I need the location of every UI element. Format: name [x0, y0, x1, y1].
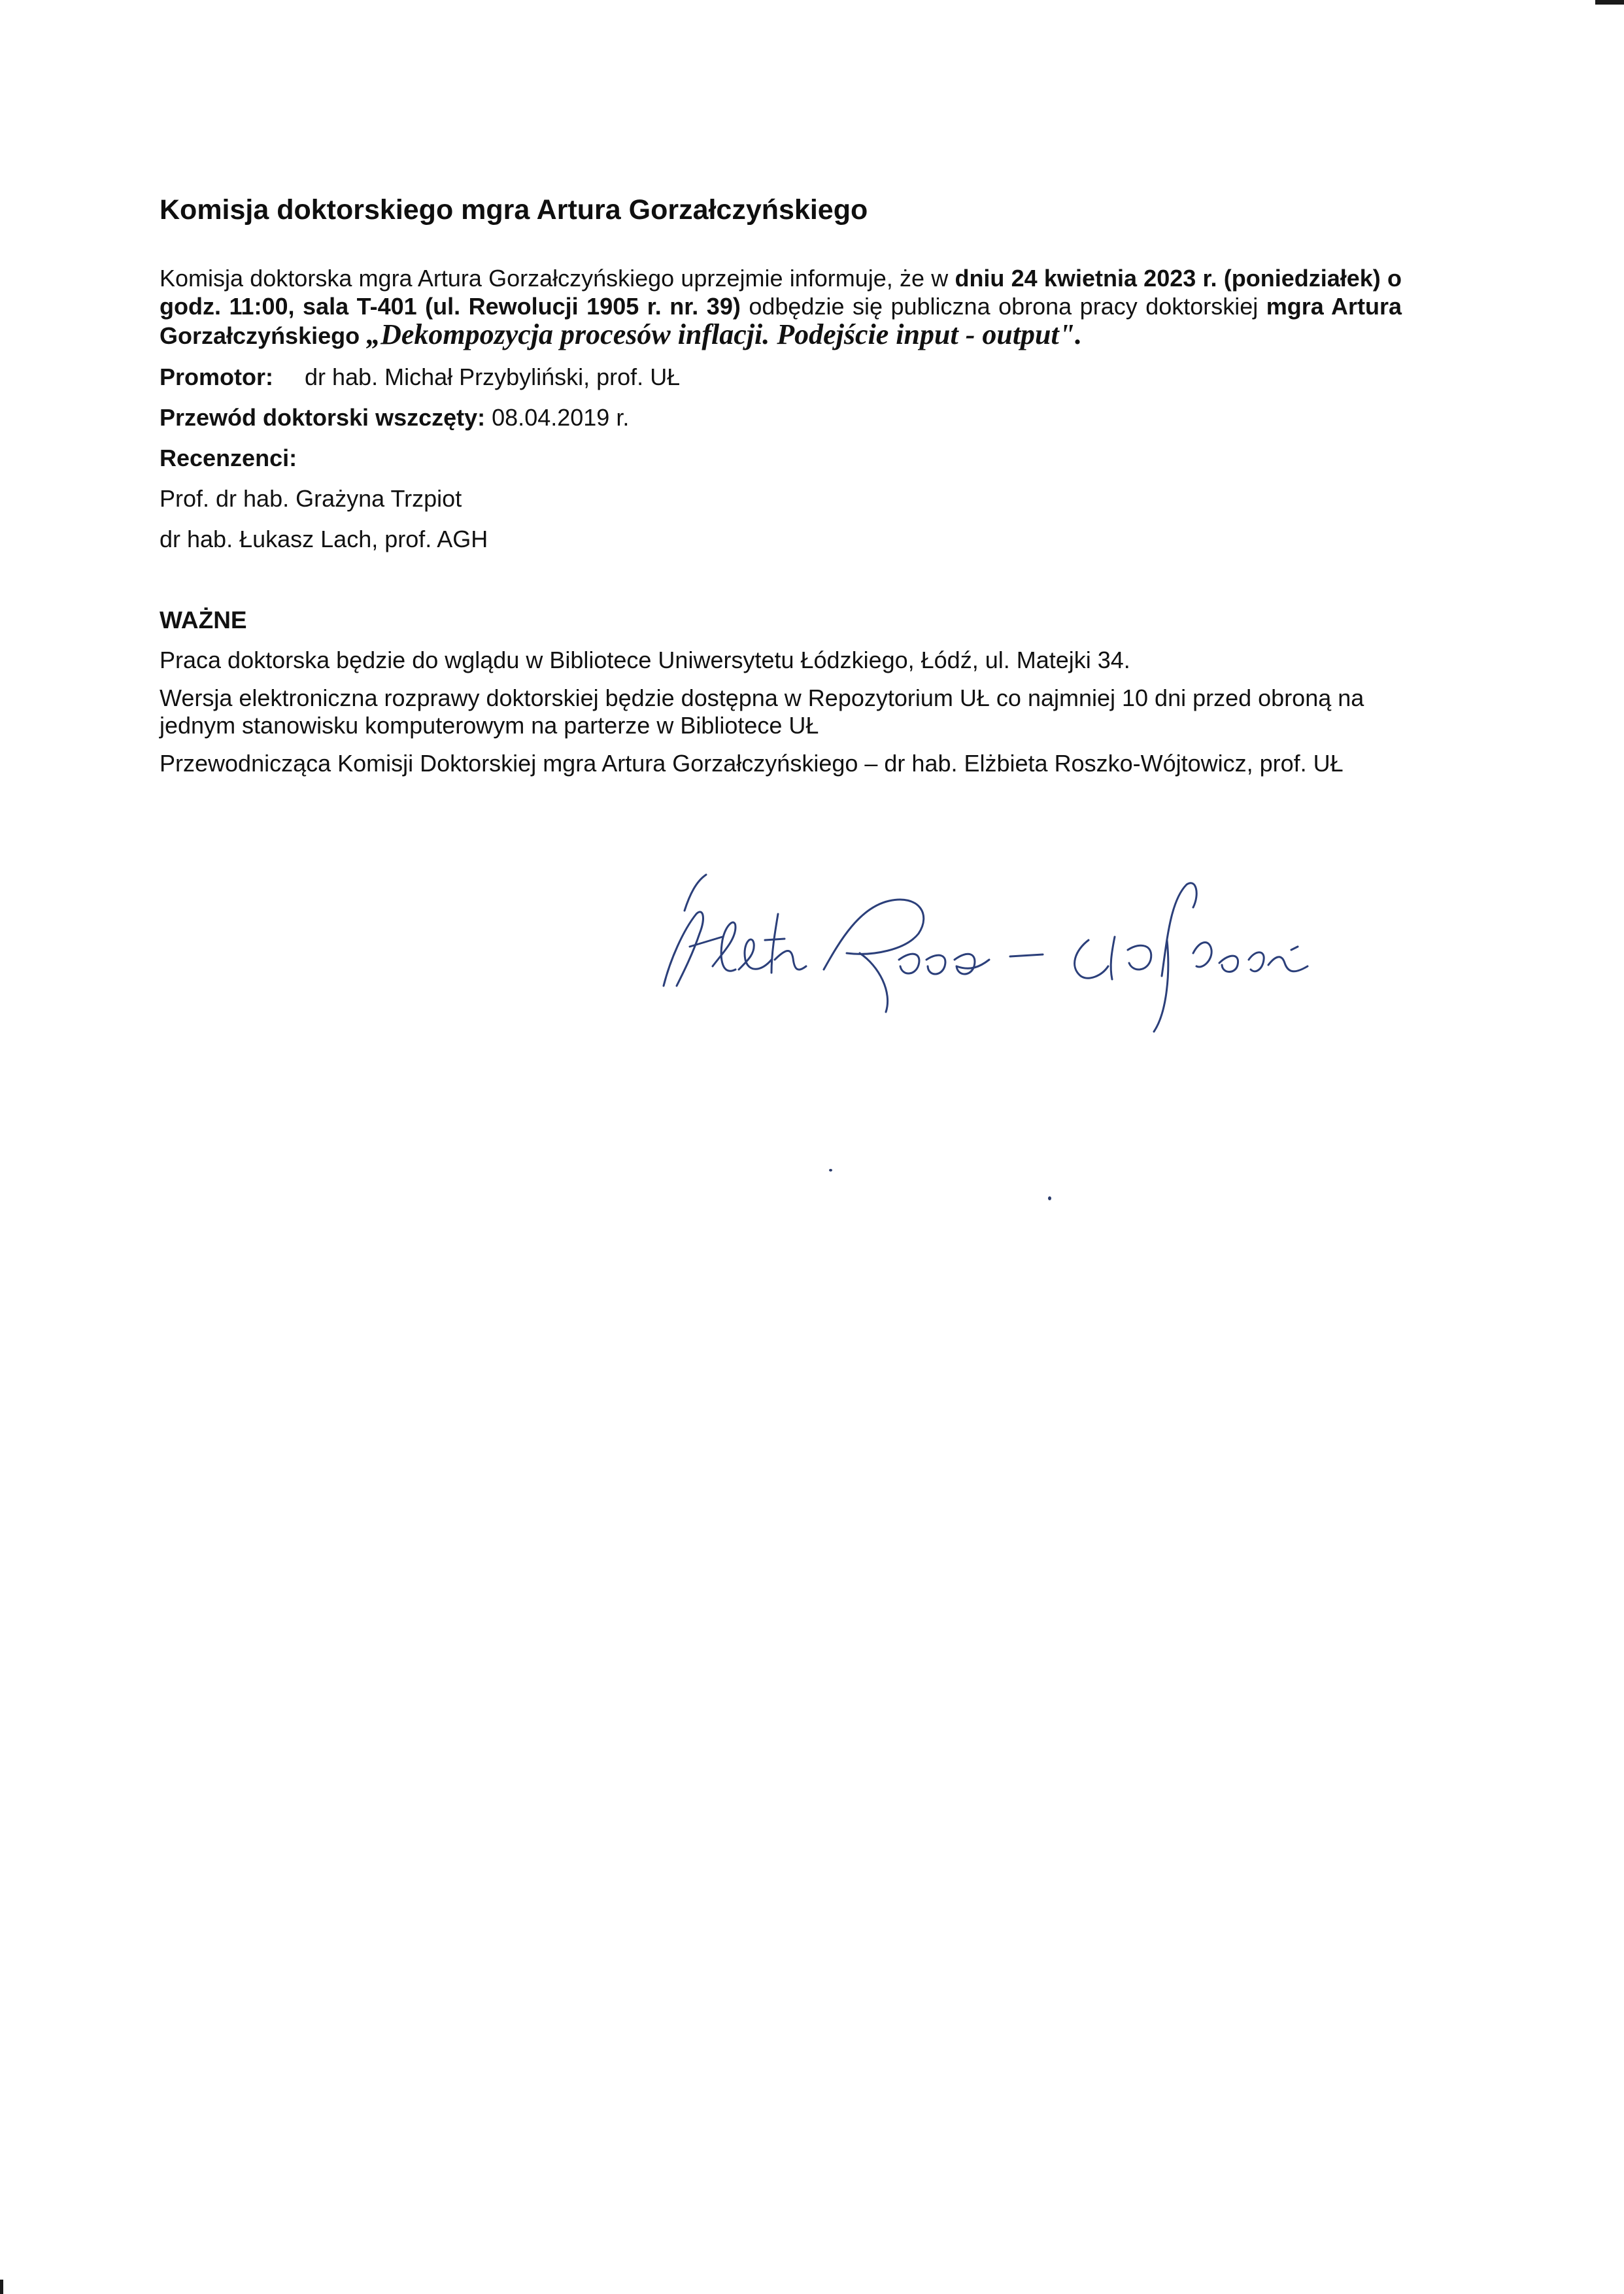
- ink-speck: [829, 1169, 832, 1172]
- intro-text: Komisja doktorska mgra Artura Gorzałczyńskiego uprzejmie informuje, że w: [160, 265, 955, 292]
- defense-date-venue: dniu 24 kwietnia 2023 r. (poniedziałek) o godz. 11:00, sala T-401 (ul. Rewolucji 1905 r. nr. 39): [160, 265, 1402, 320]
- document-page: [160, 194, 1402, 788]
- library-info: Praca doktorska będzie do wglądu w Bibliotece Uniwersytetu Łódzkiego, Łódź, ul. Matejki 34.: [160, 647, 1130, 673]
- candidate-name: mgra Artura Gorzałczyńskiego: [160, 293, 1402, 349]
- repository-info: Wersja elektroniczna rozprawy doktorskiej będzie dostępna w Repozytorium UŁ co najmniej 10 dni przed obroną na jednym stanowisku komputerowym na parterze w Bibliotece UŁ: [160, 684, 1364, 739]
- important-heading: WAŻNE: [160, 607, 247, 633]
- chair-line: Przewodnicząca Komisji Doktorskiej mgra Artura Gorzałczyńskiego – dr hab. Elżbieta Roszko-Wójtowicz, prof. UŁ: [160, 750, 1344, 777]
- document-title: Komisja doktorskiego mgra Artura Gorzałczyńskiego: [160, 194, 868, 226]
- started-label: Przewód doktorski wszczęty:: [160, 404, 486, 431]
- promotor-value: dr hab. Michał Przybyliński, prof. UŁ: [305, 363, 681, 390]
- scan-edge-mark-left: [0, 2280, 3, 2294]
- intro-text-continued: odbędzie się publiczna obrona pracy doktorskiej: [740, 293, 1266, 320]
- announcement-paragraph: [160, 264, 1402, 350]
- reviewer-item: dr hab. Łukasz Lach, prof. AGH: [160, 526, 488, 552]
- thesis-title: „Dekompozycja procesów inflacji. Podejście input - output".: [366, 318, 1083, 350]
- promotor-line: [160, 363, 1402, 392]
- reviewers-label: Recenzenci:: [160, 445, 297, 471]
- started-line: [160, 403, 1402, 432]
- scan-edge-mark-top: [1595, 0, 1624, 5]
- started-value: 08.04.2019 r.: [485, 404, 630, 431]
- reviewer-item: Prof. dr hab. Grażyna Trzpiot: [160, 485, 462, 512]
- handwritten-signature: [644, 862, 1324, 1038]
- promotor-label: Promotor:: [160, 363, 273, 390]
- ink-speck: [1048, 1196, 1051, 1200]
